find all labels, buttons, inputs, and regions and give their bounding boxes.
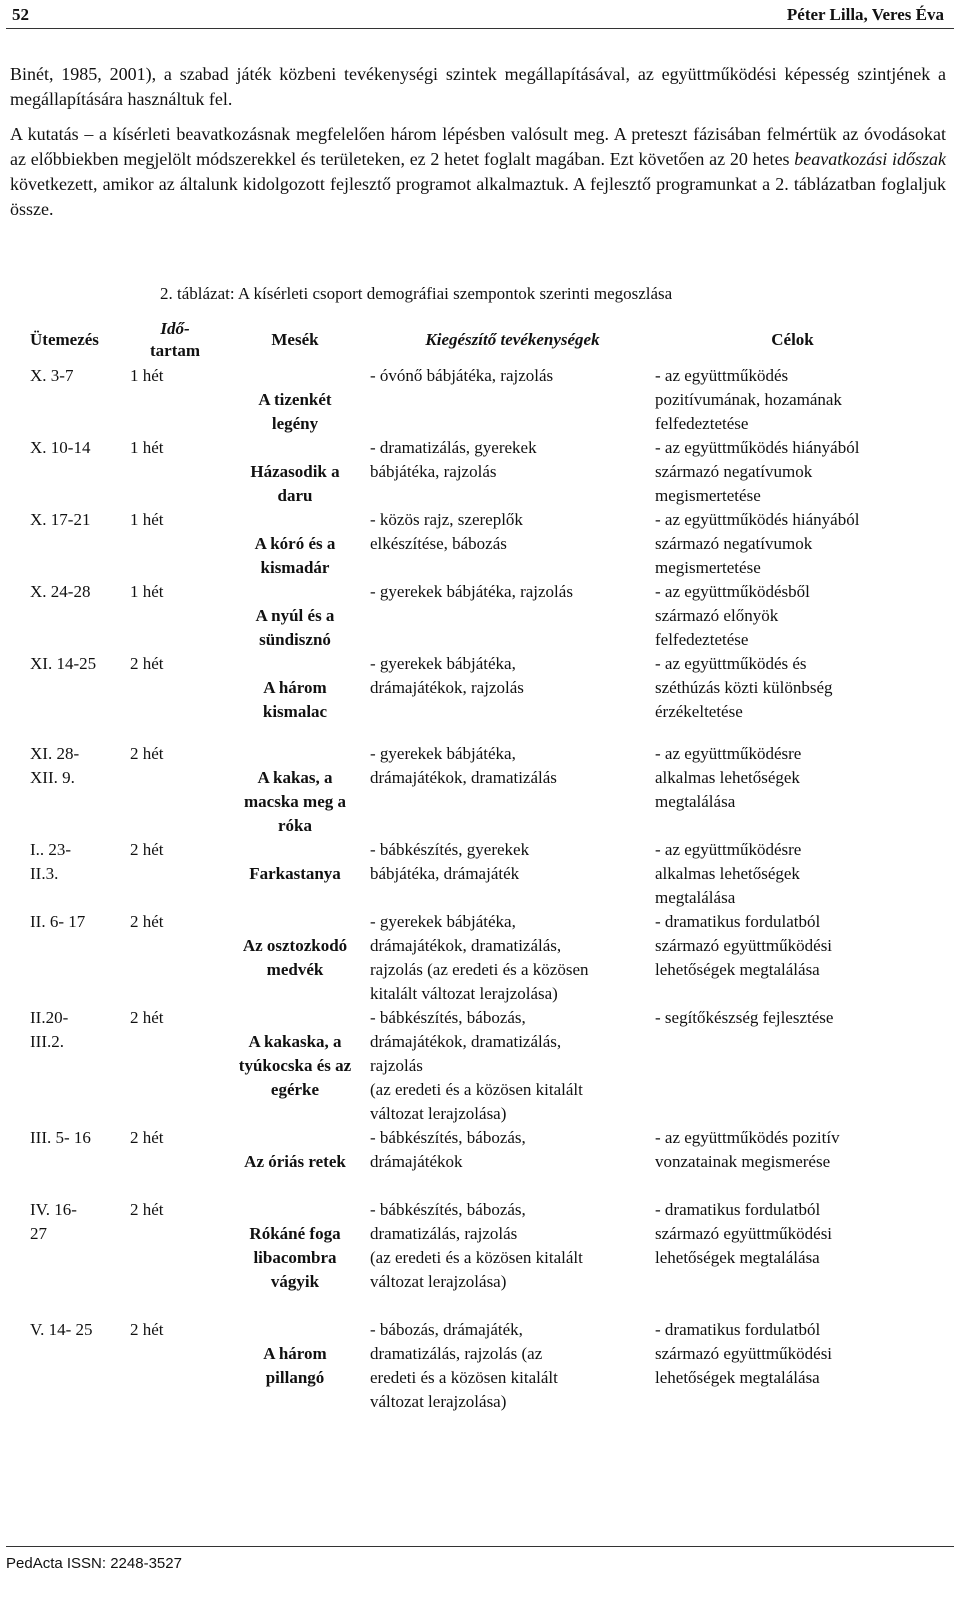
cell-activities-line: változat lerajzolása) [370, 1272, 507, 1291]
cell-tale [220, 910, 370, 1006]
cell-goals [655, 1198, 930, 1318]
cell-schedule-line: III.2. [30, 1032, 64, 1051]
cell-schedule [30, 838, 130, 910]
cell-activities-line: rajzolás [370, 1056, 423, 1075]
table-row [30, 1198, 930, 1318]
table-row [30, 1126, 930, 1198]
cell-goals [655, 1126, 930, 1198]
header-duration-line-1: Idő- [160, 319, 190, 338]
header-schedule: Ütemezés [30, 330, 99, 349]
table-row [30, 364, 930, 436]
cell-duration: 2 hét [130, 1320, 164, 1339]
cell-schedule [30, 1198, 130, 1318]
cell-schedule-line: XI. 28- [30, 744, 80, 763]
cell-activities [370, 364, 655, 436]
cell-activities [370, 1006, 655, 1126]
cell-activities-line: drámajátékok, dramatizálás, [370, 936, 562, 955]
cell-activities-line: bábjátéka, drámajáték [370, 864, 520, 883]
cell-tale-line: macska meg a [244, 792, 346, 811]
cell-schedule-line: II. 6- 17 [30, 912, 86, 931]
cell-schedule-line: II.20- [30, 1008, 69, 1027]
cell-goals [655, 1006, 930, 1126]
cell-goals-line: - az együttműködésből [655, 582, 810, 601]
cell-activities [370, 508, 655, 580]
cell-activities-line: elkészítése, bábozás [370, 534, 507, 553]
table-row [30, 1318, 930, 1438]
cell-activities-line: - bábkészítés, bábozás, [370, 1008, 526, 1027]
cell-goals-line: származó negatívumok [655, 462, 813, 481]
cell-goals [655, 838, 930, 910]
table-caption: 2. táblázat: A kísérleti csoport demográfiai szempontok szerinti megoszlása [160, 284, 673, 303]
cell-tale-line: vágyik [270, 1272, 320, 1291]
cell-activities-line: dramatizálás, rajzolás [370, 1224, 518, 1243]
cell-activities-line: - óvónő bábjátéka, rajzolás [370, 366, 554, 385]
cell-activities [370, 1198, 655, 1318]
cell-tale [220, 742, 370, 838]
cell-goals-line: - az együttműködés [655, 366, 789, 385]
cell-goals-line: alkalmas lehetőségek [655, 768, 800, 787]
cell-duration: 1 hét [130, 582, 164, 601]
table-header-row [30, 316, 930, 364]
cell-goals-line: megismertetése [655, 558, 761, 577]
cell-goals-line: - dramatikus fordulatból [655, 1320, 821, 1339]
table-row [30, 838, 930, 910]
cell-goals-line: származó előnyök [655, 606, 779, 625]
cell-activities-line: - bábkészítés, gyerekek [370, 840, 530, 859]
paragraph-1: Binét, 1985, 2001), a szabad játék közbeni tevékenységi szintek megállapításával, az együttműködési képesség szintjének a megállapítására használtuk fel. [10, 64, 946, 109]
cell-tale-line: A három [263, 678, 327, 697]
header-goals: Célok [771, 330, 814, 349]
cell-activities [370, 1126, 655, 1198]
paragraph-2-emphasis: beavatkozási időszak [794, 149, 947, 169]
cell-activities-line: dramatizálás, rajzolás (az [370, 1344, 543, 1363]
cell-tale-line: pillangó [265, 1368, 325, 1387]
cell-schedule [30, 580, 130, 652]
cell-schedule [30, 1318, 130, 1438]
cell-tale-line: sündisznó [259, 630, 331, 649]
page-footer [6, 1546, 954, 1572]
cell-activities-line: bábjátéka, rajzolás [370, 462, 497, 481]
cell-tale-line: legény [271, 414, 319, 433]
cell-goals-line: megtalálása [655, 888, 736, 907]
paragraph-2-part-b: következett, amikor az általunk kidolgozott fejlesztő programot alkalmaztuk. A fejlesztő programunkat a 2. táblázatban foglaljuk össze. [10, 174, 946, 219]
cell-activities-line: (az eredeti és a közösen kitalált [370, 1248, 583, 1267]
cell-goals-line: érzékeltetése [655, 702, 743, 721]
cell-tale [220, 436, 370, 508]
cell-goals-line: pozitívumának, hozamának [655, 390, 842, 409]
table-row [30, 652, 930, 742]
cell-goals-line: felfedeztetése [655, 414, 749, 433]
cell-tale-line: kismalac [262, 702, 328, 721]
cell-tale [220, 508, 370, 580]
cell-activities-line: - gyerekek bábjátéka, rajzolás [370, 582, 573, 601]
cell-goals-line: alkalmas lehetőségek [655, 864, 800, 883]
cell-schedule-line: X. 3-7 [30, 366, 74, 385]
cell-activities-line: - dramatizálás, gyerekek [370, 438, 537, 457]
cell-activities-line: változat lerajzolása) [370, 1392, 507, 1411]
cell-tale-line: A tizenkét [258, 390, 332, 409]
cell-schedule-line: V. 14- 25 [30, 1320, 93, 1339]
page-header [6, 0, 954, 29]
cell-activities-line: kitalált változat lerajzolása) [370, 984, 558, 1003]
cell-tale-line: kismadár [260, 558, 330, 577]
cell-goals [655, 742, 930, 838]
cell-tale-line: libacombra [253, 1248, 337, 1267]
cell-tale-line: Az óriás retek [244, 1152, 346, 1171]
cell-schedule-line: III. 5- 16 [30, 1128, 91, 1147]
cell-goals [655, 364, 930, 436]
table-row [30, 742, 930, 838]
cell-schedule [30, 652, 130, 742]
cell-tale-line: egérke [270, 1080, 320, 1099]
program-table [30, 316, 930, 1438]
cell-schedule [30, 436, 130, 508]
cell-schedule [30, 508, 130, 580]
cell-goals-line: - az együttműködésre [655, 840, 802, 859]
table-row [30, 436, 930, 508]
table-row [30, 580, 930, 652]
cell-activities-line: - bábkészítés, bábozás, [370, 1200, 526, 1219]
cell-activities-line: drámajátékok, dramatizálás, [370, 1032, 562, 1051]
cell-tale-line: A három [263, 1344, 327, 1363]
cell-tale [220, 580, 370, 652]
cell-schedule-line: I.. 23- [30, 840, 72, 859]
cell-duration: 1 hét [130, 366, 164, 385]
cell-goals-line: származó negatívumok [655, 534, 813, 553]
cell-goals [655, 508, 930, 580]
cell-goals-line: - az együttműködésre [655, 744, 802, 763]
cell-duration: 2 hét [130, 1008, 164, 1027]
cell-activities-line: drámajátékok, dramatizálás [370, 768, 557, 787]
cell-goals-line: - az együttműködés és [655, 654, 807, 673]
cell-activities [370, 436, 655, 508]
cell-tale-line: daru [277, 486, 313, 505]
cell-goals-line: felfedeztetése [655, 630, 749, 649]
cell-goals [655, 1318, 930, 1438]
cell-tale [220, 364, 370, 436]
cell-schedule-line: 27 [30, 1224, 47, 1243]
cell-activities-line: rajzolás (az eredeti és a közösen [370, 960, 589, 979]
cell-duration: 2 hét [130, 744, 164, 763]
cell-schedule-line: XI. 14-25 [30, 654, 97, 673]
header-tales: Mesék [271, 330, 319, 349]
cell-tale [220, 1006, 370, 1126]
cell-schedule-line: X. 10-14 [30, 438, 91, 457]
cell-goals [655, 652, 930, 742]
cell-goals-line: megtalálása [655, 792, 736, 811]
cell-goals-line: lehetőségek megtalálása [655, 960, 820, 979]
cell-tale-line: tyúkocska és az [238, 1056, 352, 1075]
cell-goals-line: vonzatainak megismerése [655, 1152, 831, 1171]
cell-activities-line: - bábkészítés, bábozás, [370, 1128, 526, 1147]
cell-activities-line: drámajátékok [370, 1152, 463, 1171]
cell-activities [370, 1318, 655, 1438]
cell-goals-line: - az együttműködés pozitív [655, 1128, 840, 1147]
cell-activities [370, 742, 655, 838]
cell-tale [220, 1126, 370, 1198]
cell-duration: 2 hét [130, 840, 164, 859]
cell-tale-line: Az osztozkodó [242, 936, 348, 955]
header-duration [130, 316, 220, 364]
body-text [10, 62, 946, 232]
cell-goals-line: - az együttműködés hiányából [655, 438, 860, 457]
cell-tale-line: róka [278, 816, 312, 835]
cell-goals-line: megismertetése [655, 486, 761, 505]
cell-duration: 2 hét [130, 1128, 164, 1147]
cell-goals-line: - dramatikus fordulatból [655, 912, 821, 931]
cell-schedule-line: IV. 16- [30, 1200, 77, 1219]
cell-activities-line: - közös rajz, szereplők [370, 510, 523, 529]
cell-activities-line: - gyerekek bábjátéka, [370, 744, 516, 763]
cell-goals-line: - dramatikus fordulatból [655, 1200, 821, 1219]
cell-activities [370, 580, 655, 652]
cell-activities-line: - gyerekek bábjátéka, [370, 654, 516, 673]
cell-schedule [30, 742, 130, 838]
cell-goals-line: - segítőkészség fejlesztése [655, 1008, 834, 1027]
cell-tale-line: A kóró és a [254, 534, 336, 553]
cell-goals [655, 580, 930, 652]
running-authors: Péter Lilla, Veres Éva [786, 5, 944, 24]
cell-activities [370, 652, 655, 742]
cell-activities-line: drámajátékok, rajzolás [370, 678, 524, 697]
cell-duration: 1 hét [130, 510, 164, 529]
cell-activities-line: - bábozás, drámajáték, [370, 1320, 523, 1339]
cell-schedule [30, 1006, 130, 1126]
cell-goals [655, 436, 930, 508]
page-number: 52 [12, 5, 29, 24]
cell-activities-line: - gyerekek bábjátéka, [370, 912, 516, 931]
cell-tale [220, 1198, 370, 1318]
cell-goals-line: lehetőségek megtalálása [655, 1248, 820, 1267]
cell-tale [220, 838, 370, 910]
cell-tale [220, 652, 370, 742]
header-activities: Kiegészítő tevékenységek [425, 330, 600, 349]
cell-activities [370, 910, 655, 1006]
cell-tale-line: A nyúl és a [255, 606, 335, 625]
header-duration-line-2: tartam [149, 341, 201, 360]
cell-goals-line: származó együttműködési [655, 936, 833, 955]
footer-issn: PedActa ISSN: 2248-3527 [6, 1555, 182, 1572]
cell-goals-line: lehetőségek megtalálása [655, 1368, 820, 1387]
cell-goals-line: származó együttműködési [655, 1344, 833, 1363]
cell-tale-line: Rókáné foga [249, 1224, 341, 1243]
cell-duration: 2 hét [130, 654, 164, 673]
cell-goals-line: származó együttműködési [655, 1224, 833, 1243]
cell-tale-line: A kakaska, a [248, 1032, 342, 1051]
table-row [30, 508, 930, 580]
cell-schedule-line: XII. 9. [30, 768, 75, 787]
cell-schedule [30, 1126, 130, 1198]
cell-duration: 2 hét [130, 912, 164, 931]
cell-schedule-line: II.3. [30, 864, 59, 883]
cell-goals-line: - az együttműködés hiányából [655, 510, 860, 529]
cell-tale-line: medvék [266, 960, 324, 979]
cell-tale-line: Farkastanya [249, 864, 341, 883]
cell-activities-line: (az eredeti és a közösen kitalált [370, 1080, 583, 1099]
cell-duration: 2 hét [130, 1200, 164, 1219]
cell-activities [370, 838, 655, 910]
cell-duration: 1 hét [130, 438, 164, 457]
cell-schedule [30, 910, 130, 1006]
cell-tale [220, 1318, 370, 1438]
paragraph-2-part-a: A kutatás – a kísérleti beavatkozásnak megfelelően három lépésben valósult meg. A preteszt fázisában felmértük az óvodásokat az előbbiekben megjelölt módszerekkel és területeken, ez 2 hetet foglalt magában. Ezt követően az 20 hetes [10, 124, 946, 169]
cell-tale-line: Házasodik a [250, 462, 340, 481]
paragraph-2 [10, 122, 946, 222]
cell-schedule [30, 364, 130, 436]
table-row [30, 910, 930, 1006]
cell-activities-line: eredeti és a közösen kitalált [370, 1368, 558, 1387]
cell-tale-line: A kakas, a [257, 768, 333, 787]
cell-schedule-line: X. 24-28 [30, 582, 91, 601]
cell-activities-line: változat lerajzolása) [370, 1104, 507, 1123]
cell-goals-line: széthúzás közti különbség [655, 678, 833, 697]
table-row [30, 1006, 930, 1126]
cell-schedule-line: X. 17-21 [30, 510, 91, 529]
cell-goals [655, 910, 930, 1006]
